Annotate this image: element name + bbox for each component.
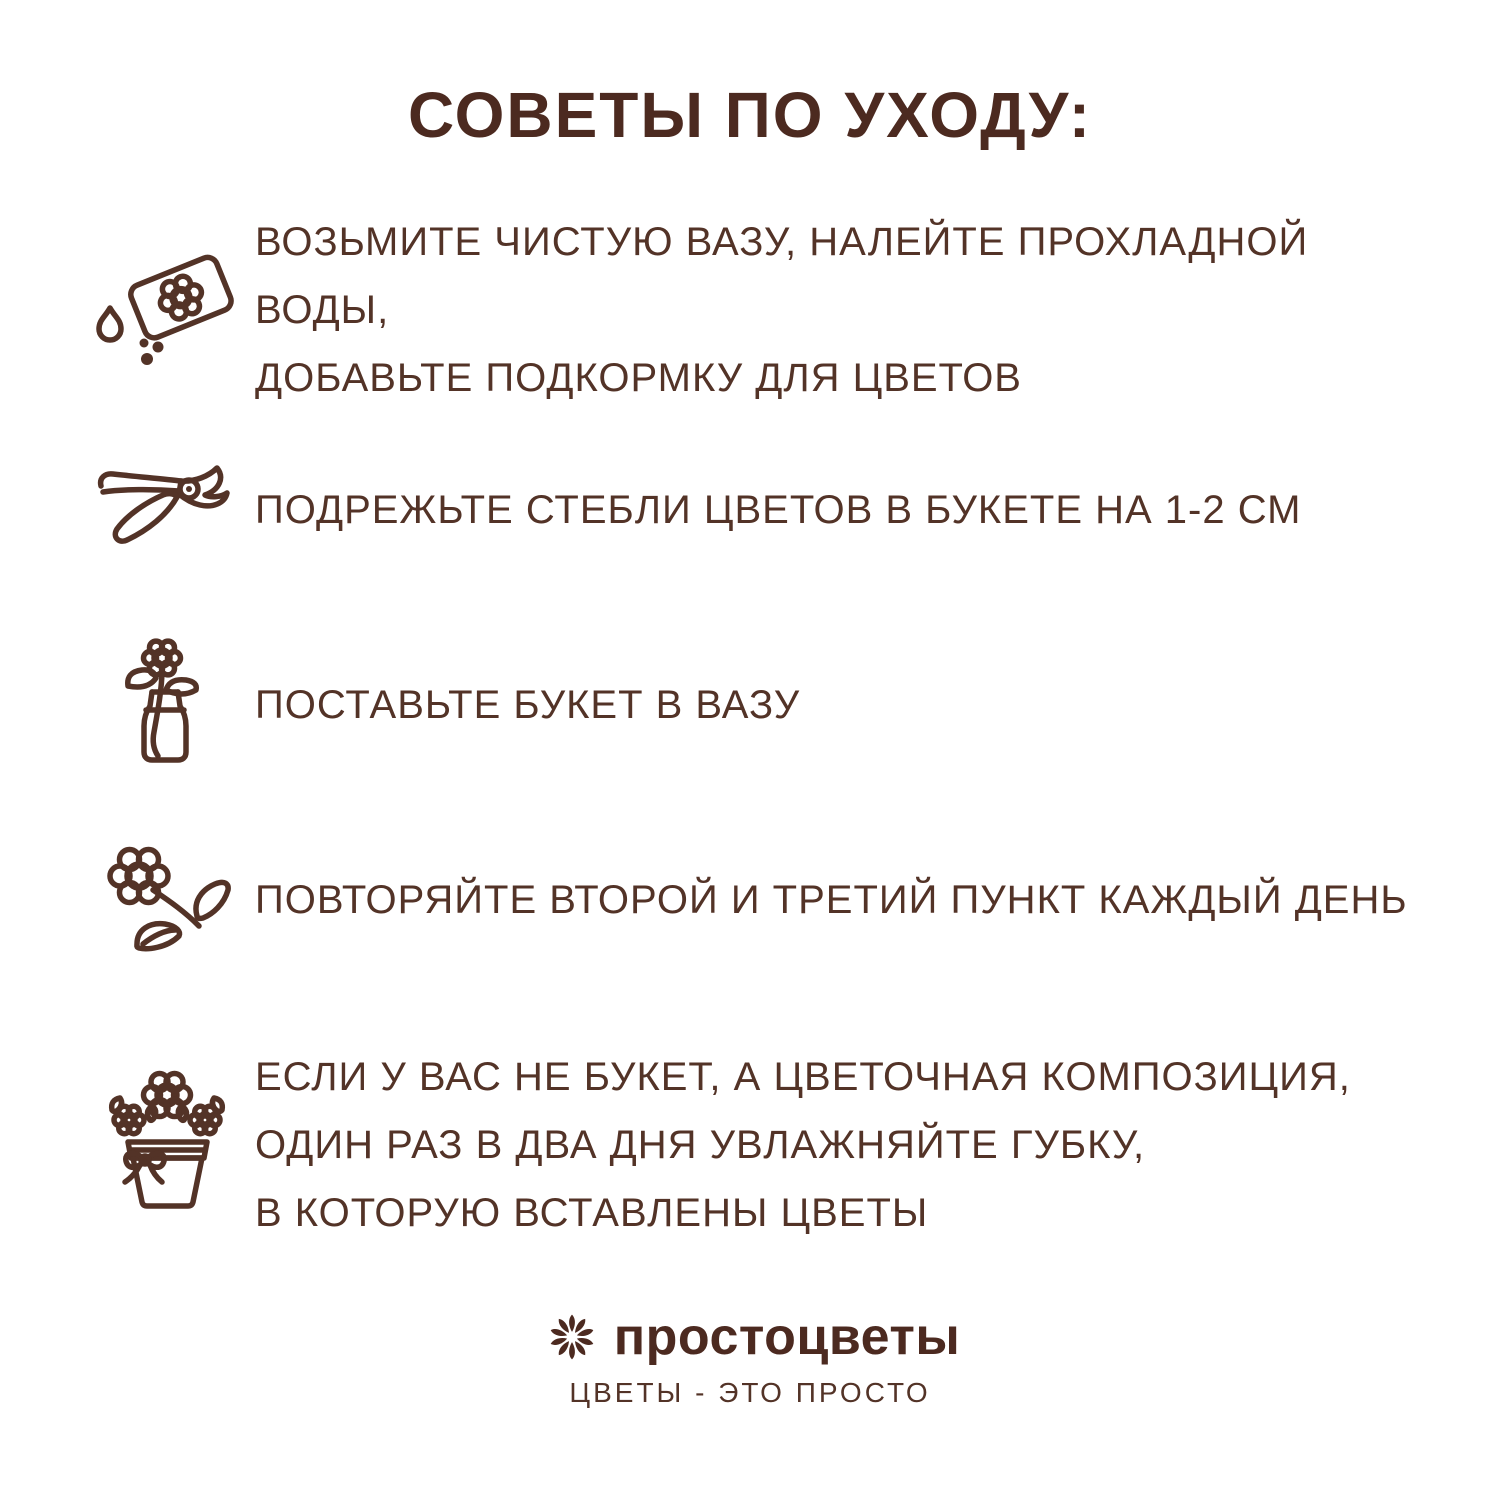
tip-text-line: ПОДРЕЖЬТЕ СТЕБЛИ ЦВЕТОВ В БУКЕТЕ НА 1-2 СМ bbox=[255, 488, 1302, 532]
tip-row-2 bbox=[80, 445, 1440, 575]
page-title: СОВЕТЫ ПО УХОДУ: bbox=[407, 79, 1093, 151]
tip-row-3 bbox=[80, 635, 1440, 775]
fertilizer-packet-icon bbox=[80, 250, 255, 370]
flower-icon bbox=[80, 838, 255, 963]
tip-text bbox=[255, 208, 1440, 412]
brand-logo bbox=[540, 1305, 961, 1369]
tip-text-line: ВОЗЬМИТЕ ЧИСТУЮ ВАЗУ, НАЛЕЙТЕ ПРОХЛАДНОЙ ВОДЫ, bbox=[255, 220, 1309, 332]
tip-text-line: ДОБАВЬТЕ ПОДКОРМКУ ДЛЯ ЦВЕТОВ bbox=[255, 356, 1022, 400]
tip-text-line: ПОВТОРЯЙТЕ ВТОРОЙ И ТРЕТИЙ ПУНКТ КАЖДЫЙ ДЕНЬ bbox=[255, 878, 1408, 922]
brand-tagline: ЦВЕТЫ - ЭТО ПРОСТО bbox=[569, 1377, 931, 1408]
pruning-shears-icon bbox=[80, 458, 255, 563]
tip-text-line: ЕСЛИ У ВАС НЕ БУКЕТ, А ЦВЕТОЧНАЯ КОМПОЗИЦИЯ, bbox=[255, 1055, 1351, 1099]
flower-logo-icon bbox=[540, 1305, 604, 1369]
brand-name: простоцветы bbox=[613, 1308, 961, 1366]
tip-text bbox=[255, 1043, 1440, 1247]
footer bbox=[0, 1305, 1500, 1409]
tip-text-line: ПОСТАВЬТЕ БУКЕТ В ВАЗУ bbox=[255, 683, 801, 727]
flower-pot-icon bbox=[80, 1068, 255, 1223]
tip-text-line: ОДИН РАЗ В ДВА ДНЯ УВЛАЖНЯЙТЕ ГУБКУ, bbox=[255, 1123, 1146, 1167]
tip-text bbox=[255, 866, 1440, 934]
tip-text-line: В КОТОРУЮ ВСТАВЛЕНЫ ЦВЕТЫ bbox=[255, 1191, 929, 1235]
tip-row-4 bbox=[80, 840, 1440, 960]
vase-with-flower-icon bbox=[80, 638, 255, 773]
tip-row-5 bbox=[80, 1040, 1440, 1250]
tip-text bbox=[255, 476, 1440, 544]
tip-text bbox=[255, 671, 1440, 739]
tip-row-1 bbox=[80, 220, 1440, 400]
